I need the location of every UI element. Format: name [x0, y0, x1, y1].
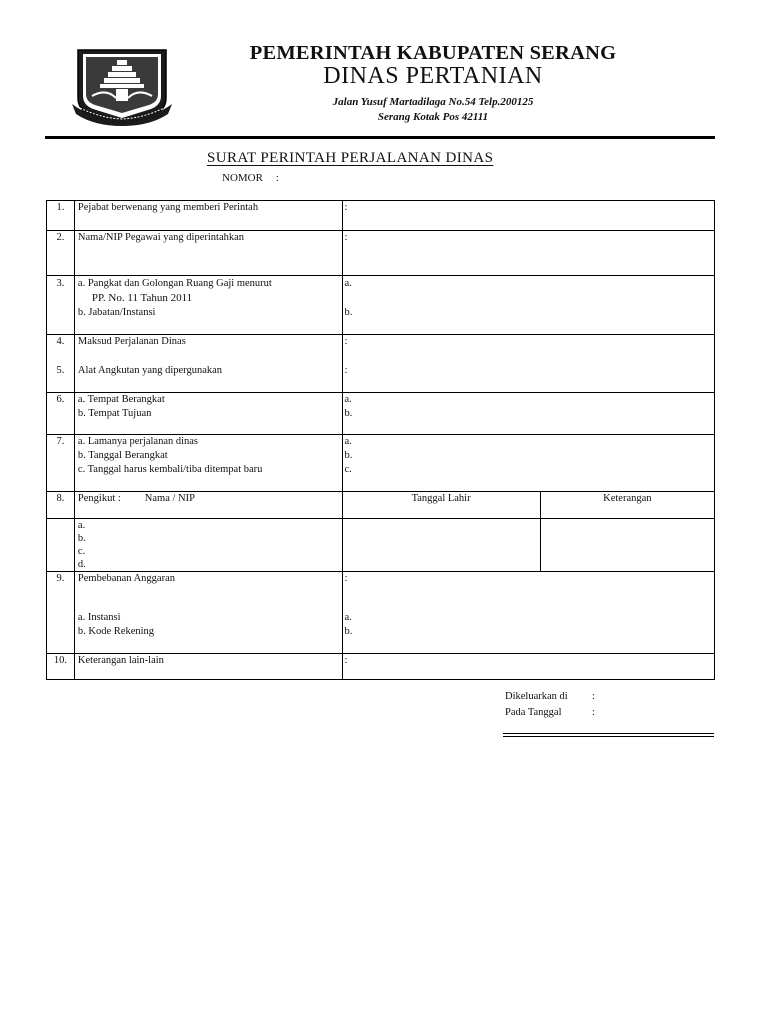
- row-label: Nama/NIP Pegawai yang diperintahkan: [74, 231, 342, 276]
- list-item: a.: [77, 520, 86, 531]
- date-colon: :: [592, 707, 595, 718]
- table-row: [47, 572, 715, 654]
- row-value-field[interactable]: a. b.: [342, 393, 715, 435]
- row-label: a. Lamanya perjalanan dinas b. Tanggal Berangkat c. Tanggal harus kembali/tiba ditempat baru: [74, 435, 342, 492]
- row-number: [47, 519, 75, 572]
- row-number: 9.: [47, 572, 75, 654]
- row-value-field[interactable]: :: [342, 201, 715, 231]
- row-number: 7.: [47, 435, 75, 492]
- table-row: [47, 492, 715, 519]
- row-label: a. Pangkat dan Golongan Ruang Gaji menurut PP. No. 11 Tahun 2011 b. Jabatan/Instansi: [74, 276, 342, 335]
- note-header: Keterangan: [540, 492, 714, 519]
- row-number: 6.: [47, 393, 75, 435]
- regency-emblem-logo: [70, 44, 174, 126]
- row-value-field[interactable]: a. b. c.: [342, 435, 715, 492]
- table-row: [47, 519, 715, 572]
- row-label: [74, 492, 342, 519]
- list-item: b.: [77, 533, 86, 544]
- address-line-1: Jalan Yusuf Martadilaga No.54 Telp.200125: [332, 96, 534, 108]
- header-rule: [45, 136, 715, 139]
- table-row: [47, 654, 715, 680]
- row-label: Maksud Perjalanan Dinas Alat Angkutan yang dipergunakan: [74, 335, 342, 393]
- nomor-line: [222, 172, 279, 184]
- row-value-field[interactable]: a. b.: [342, 276, 715, 335]
- department-heading: DINAS PERTANIAN: [323, 63, 543, 89]
- travel-order-form-table: [46, 200, 715, 680]
- row-number: 4. 5.: [47, 335, 75, 393]
- row-number: 8.: [47, 492, 75, 519]
- followers-label: Pengikut :: [77, 493, 121, 504]
- nomor-colon: :: [275, 172, 279, 184]
- note-field[interactable]: [540, 519, 714, 572]
- row-value-field[interactable]: :: [342, 654, 715, 680]
- followers-name-label: Nama / NIP: [144, 493, 195, 504]
- row-label: a. Tempat Berangkat b. Tempat Tujuan: [74, 393, 342, 435]
- birth-date-field[interactable]: [342, 519, 540, 572]
- address-line-2: Serang Kotak Pos 42111: [377, 111, 489, 123]
- address-block: [190, 95, 676, 125]
- table-row: [47, 231, 715, 276]
- row-label: Keterangan lain-lain: [74, 654, 342, 680]
- issued-at-colon: :: [592, 691, 595, 702]
- government-heading: PEMERINTAH KABUPATEN SERANG: [249, 42, 617, 64]
- table-row: [47, 276, 715, 335]
- table-row: [47, 201, 715, 231]
- list-item: d.: [77, 559, 86, 570]
- table-row: [47, 335, 715, 393]
- document-title: SURAT PERINTAH PERJALANAN DINAS: [207, 150, 494, 166]
- row-label: Pejabat berwenang yang memberi Perintah: [74, 201, 342, 231]
- row-number: 3.: [47, 276, 75, 335]
- row-value-field[interactable]: :: [342, 231, 715, 276]
- issued-at-label: Dikeluarkan di: [505, 691, 568, 702]
- table-row: [47, 435, 715, 492]
- signature-line-top: [503, 733, 714, 734]
- row-number: 1.: [47, 201, 75, 231]
- followers-list[interactable]: [74, 519, 342, 572]
- nomor-label: NOMOR: [222, 172, 263, 184]
- table-row: [47, 393, 715, 435]
- row-number: 10.: [47, 654, 75, 680]
- row-value-field[interactable]: : a. b.: [342, 572, 715, 654]
- row-number: 2.: [47, 231, 75, 276]
- list-item: c.: [77, 546, 86, 557]
- row-label: Pembebanan Anggaran a. Instansi b. Kode Rekening: [74, 572, 342, 654]
- row-value-field[interactable]: : :: [342, 335, 715, 393]
- birth-date-header: Tanggal Lahir: [342, 492, 540, 519]
- date-label: Pada Tanggal: [505, 707, 562, 718]
- signature-line-bottom: [503, 736, 714, 737]
